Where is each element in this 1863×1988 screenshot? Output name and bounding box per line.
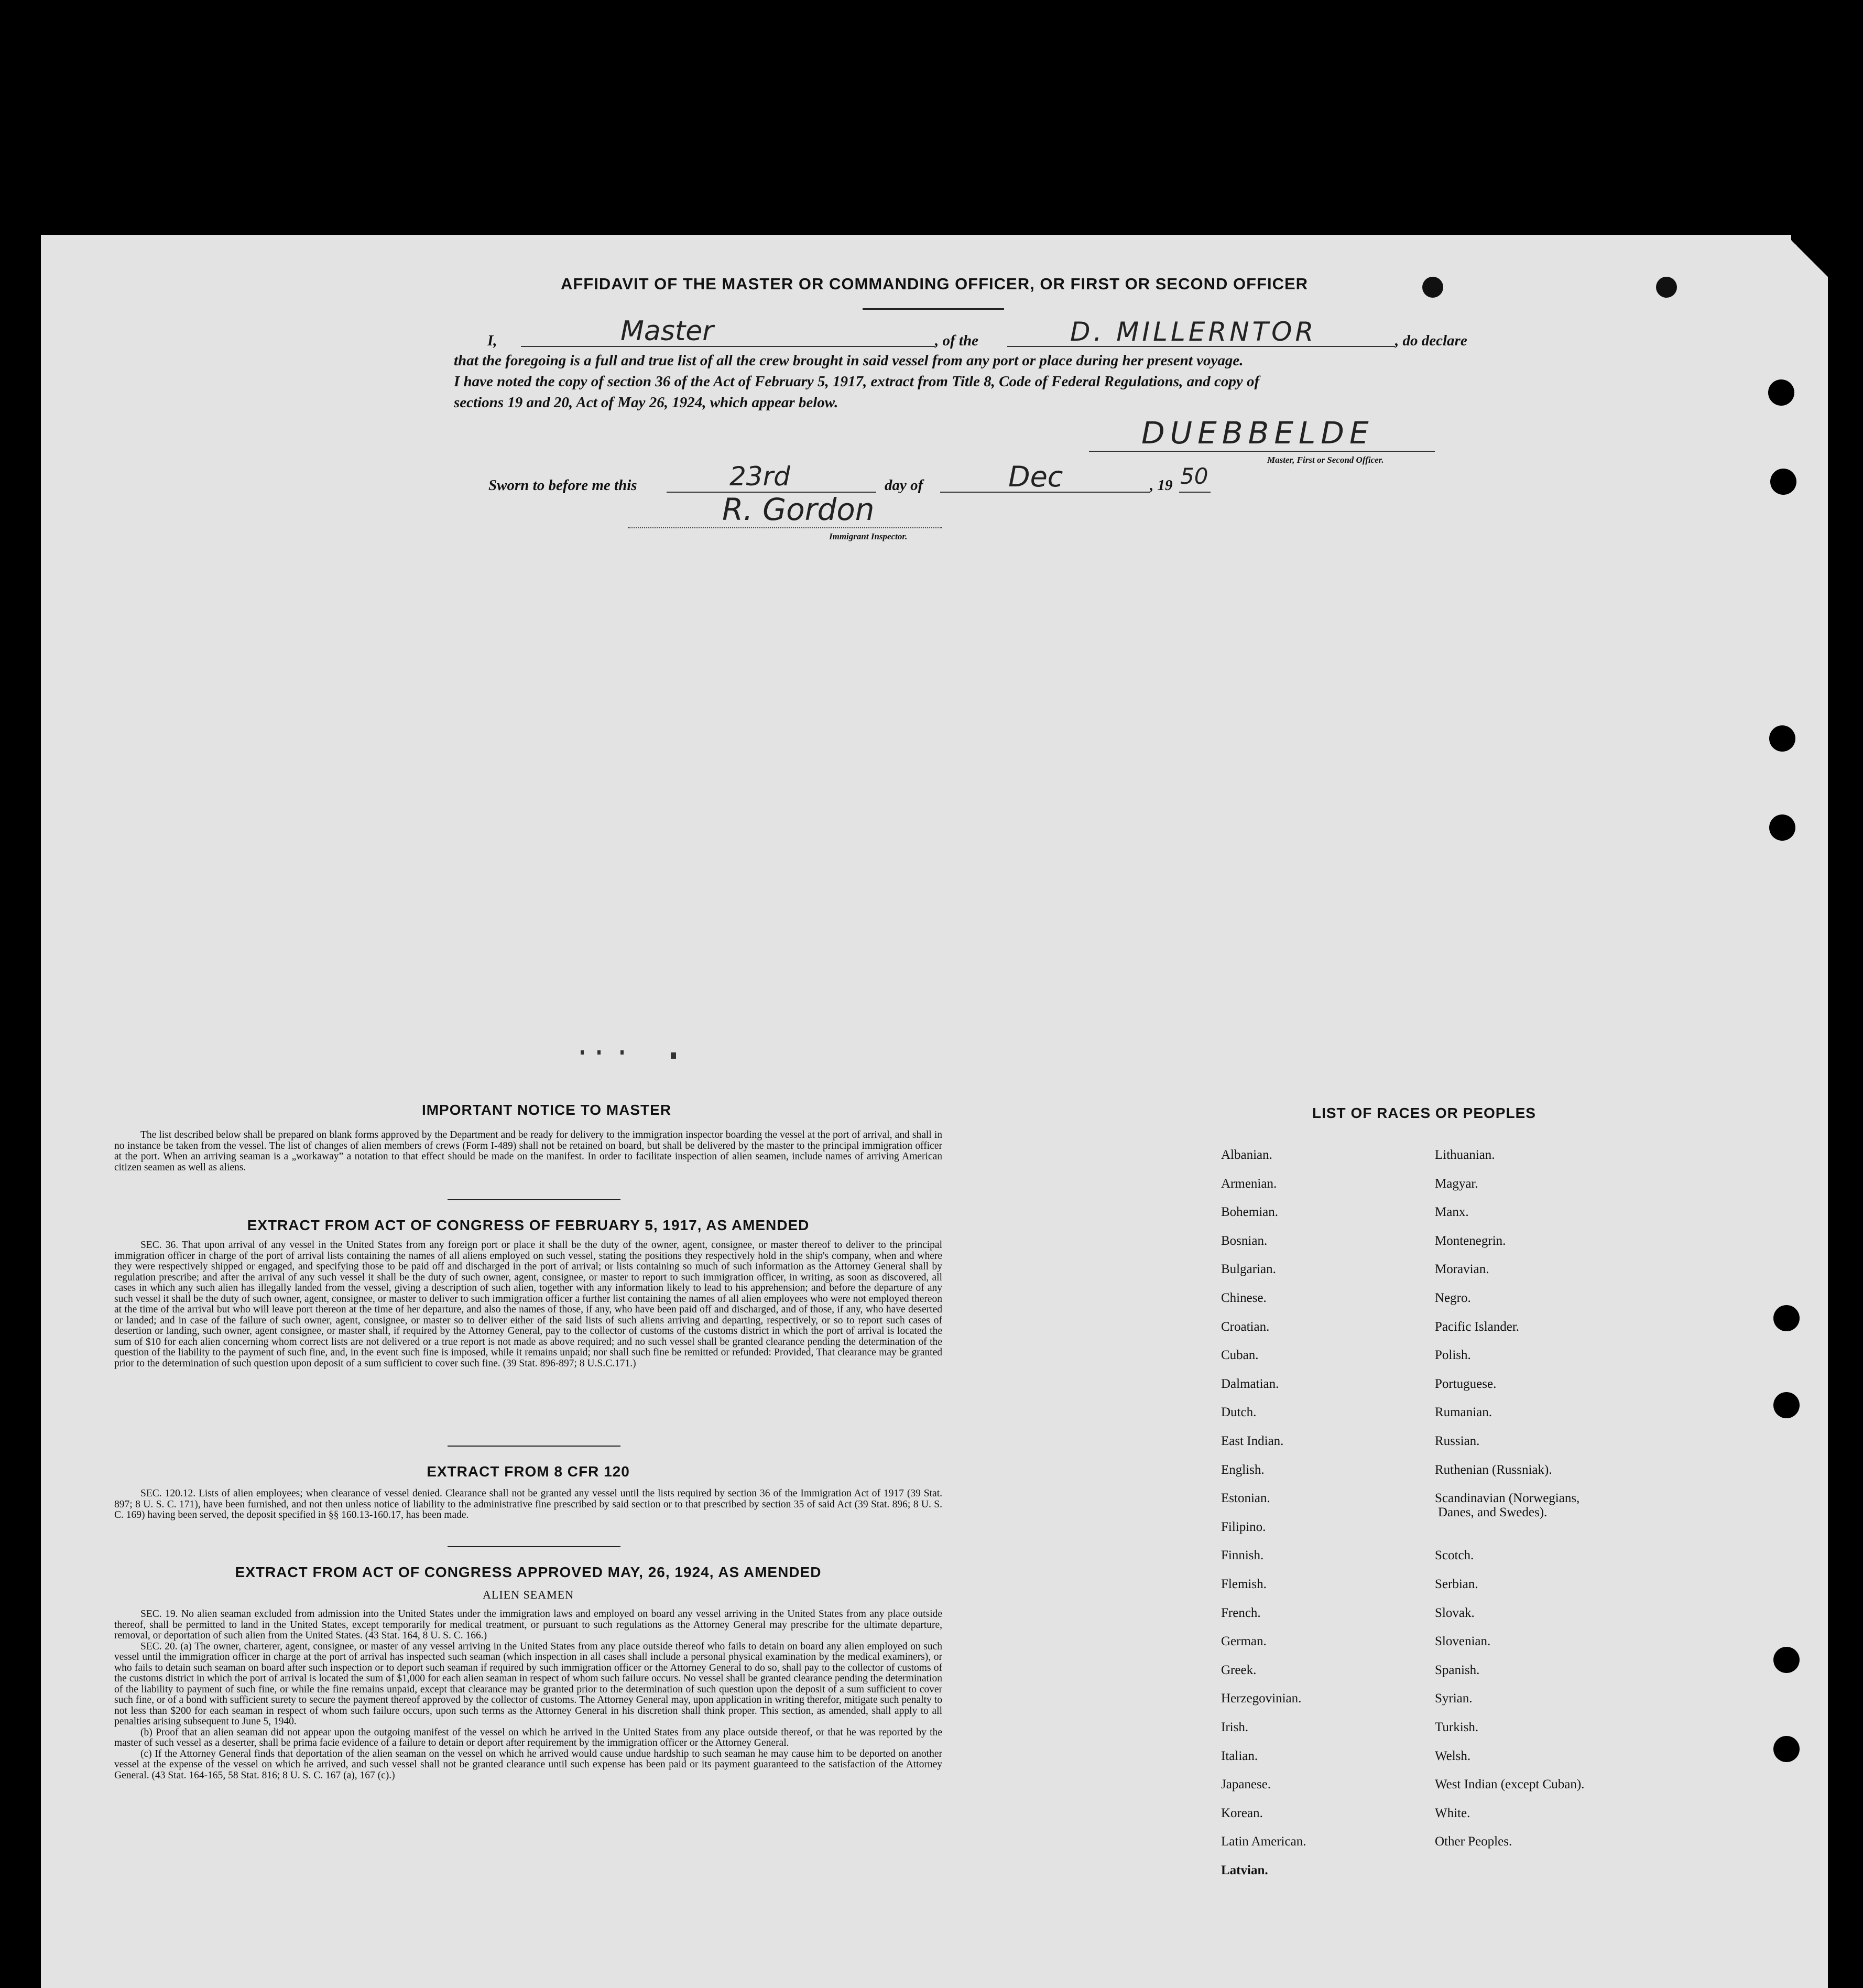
- race-item: Japanese.: [1221, 1777, 1271, 1792]
- race-item: Cuban.: [1221, 1348, 1259, 1363]
- races-title: LIST OF RACES OR PEOPLES: [1312, 1105, 1536, 1121]
- binder-hole: [1769, 814, 1795, 841]
- race-item: Serbian.: [1435, 1577, 1478, 1591]
- race-item: Syrian.: [1435, 1691, 1473, 1706]
- race-item: Rumanian.: [1435, 1405, 1492, 1420]
- vessel-handwritten: D. MILLERNTOR: [1070, 317, 1317, 347]
- race-item: Latin American.: [1221, 1834, 1306, 1849]
- sworn-label: Sworn to before me this: [488, 477, 637, 494]
- extract-1924-text: [114, 1609, 942, 1781]
- sec20a-paragraph: SEC. 20. (a) The owner, charterer, agent, consignee, or master of any vessel arriving in the United States from any place outside thereof who fails to detain on board any alien employed on such vessel until the immigration officer in charge at the port of arrival has inspected such seaman (which inspection in all cases shall include a personal physical examination by the medical examiners), or who fails to detain such seaman on board after such inspection or to deport such seaman if required by such immigration officer or the Attorney General to do so, shall pay to the collector of customs of the customs district in which the port of arrival is located the sum of $1,000 for each alien seaman in respect of whom such failure occurs. No vessel shall be granted clearance pending the determination of the liability to payment of such fine, or while the fine remains unpaid, except that clearance may be granted prior to the determination of such question upon the deposit of a sum sufficient to cover such fine, or of a bond with sufficient surety to secure the payment thereof approved by the collector of customs. The Attorney General may, upon application in writing therefor, mitigate such penalty to not less than $200 for each seaman in respect of whom such failure occurs, upon such terms as the Attorney General in his discretion shall think proper. This section, as amended, shall apply to all penalties arising subsequent to June 5, 1940.: [114, 1641, 942, 1727]
- master-signature: DUEBBELDE: [1141, 415, 1374, 451]
- extract-cfr-paragraph: SEC. 120.12. Lists of alien employees; when clearance of vessel denied. Clearance shall not be granted any vessel until the lists required by section 36 of the Immigration Act of 1917 (39 Stat. 897; 8 U. S. C. 171), have been furnished, and not then unless notice of liability to the administrative fine prescribed by said section or to that prescribed by section 35 of said Act (39 Stat. 896; 8 U. S. C. 169) having been served, the deposit specified in §§ 160.13-160.17, has been made.: [114, 1488, 942, 1520]
- binder-hole: [1769, 725, 1795, 752]
- binder-hole: [1770, 469, 1796, 495]
- race-item: French.: [1221, 1605, 1261, 1620]
- binder-hole: [1656, 277, 1677, 298]
- title-divider: [863, 308, 1004, 310]
- declaration-line1: that the foregoing is a full and true list of all the crew brought in said vessel from any port or place during her present voyage.: [454, 352, 1244, 369]
- stray-mark: [581, 1050, 584, 1055]
- of-the-label: , of the: [935, 332, 978, 349]
- race-item: Finnish.: [1221, 1548, 1264, 1563]
- sworn-month-field: [940, 460, 1150, 493]
- extract-1924-subtitle: ALIEN SEAMEN: [483, 1588, 574, 1601]
- section-divider: [448, 1546, 620, 1547]
- race-item: Armenian.: [1221, 1176, 1277, 1191]
- notice-text: [114, 1130, 942, 1173]
- declaration-line3: sections 19 and 20, Act of May 26, 1924, which appear below.: [454, 394, 838, 411]
- race-item: West Indian (except Cuban).: [1435, 1777, 1585, 1792]
- affidavit-title: AFFIDAVIT OF THE MASTER OR COMMANDING OFFICER, OR FIRST OR SECOND OFFICER: [560, 275, 1309, 293]
- race-item: Portuguese.: [1435, 1376, 1497, 1391]
- race-item: East Indian.: [1221, 1434, 1284, 1448]
- race-item: Bulgarian.: [1221, 1262, 1276, 1277]
- inspector-caption: Immigrant Inspector.: [829, 531, 908, 541]
- sec19-paragraph: SEC. 19. No alien seaman excluded from admission into the United States under the immigration laws and employed on board any vessel arriving in the United States from any place outside thereof, shall be permitted to land in the United States, except temporarily for medical treatment, or pursuant to such regulations as the Attorney General may prescribe for the ultimate departure, removal, or deportation of such alien from the United States. (43 Stat. 164, 8 U. S. C. 166.): [114, 1609, 942, 1641]
- race-item: Flemish.: [1221, 1577, 1267, 1591]
- i-label: I,: [487, 332, 497, 349]
- inspector-signature: R. Gordon: [722, 492, 875, 527]
- race-item: Scandinavian (Norwegians,: [1435, 1491, 1580, 1506]
- notice-title: IMPORTANT NOTICE TO MASTER: [421, 1102, 672, 1118]
- extract-1917-paragraph: SEC. 36. That upon arrival of any vessel in the United States from any foreign port or place it shall be the duty of the owner, agent, consignee, or master thereof to deliver to the principal immigration officer in charge of the port of arrival lists containing the names of all aliens employed on such vessel, stating the positions they respectively hold in the ship's company, when and where they were respectively shipped or engaged, and specifying those to be paid off and discharged in the port of arrival; or lists containing so much of such information as the Attorney General shall by regulation prescribe; and after the arrival of any such vessel it shall be the duty of such owner, agent, consignee, or master to report to such immigration officer, in writing, as soon as discovered, all cases in which any such alien has illegally landed from the vessel, giving a description of such alien, together with any information likely to lead to his apprehension; and before the departure of any such vessel it shall be the duty of such owner, agent, consignee, or master to deliver to such immigration officer a further list containing the names of all alien employees who were not employed thereon at the time of the arrival but who will leave port thereon at the time of her departure, and also the names of those, if any, who have been paid off and discharged, and of those, if any, who have deserted or landed; and in case of the failure of such owner, agent, consignee, or master so to deliver either of the said lists of such aliens arriving and departing, respectively, or so to report such cases of desertion or landing, such owner, agent consignee, or master shall, if required by the Attorney General, pay to the collector of customs of the customs district in which the port of arrival is located the sum of $10 for each alien concerning whom correct lists are not delivered or a true report is not made as above required; and no such vessel shall be granted clearance pending the determination of the question of the liability to the payment of such fine, and, in the event such fine is imposed, while it remains unpaid; nor shall such fine be remitted or refunded: Provided, That clearance may be granted prior to the determination of such question upon deposit of a sum sufficient to cover such fine. (39 Stat. 896-897; 8 U.S.C.171.): [114, 1240, 942, 1369]
- race-item: Montenegrin.: [1435, 1233, 1506, 1248]
- do-declare-label: , do declare: [1395, 332, 1467, 349]
- race-item: Korean.: [1221, 1806, 1263, 1820]
- declaration-line2: I have noted the copy of section 36 of the Act of February 5, 1917, extract from Title 8, Code of Federal Regulations, and copy of: [454, 373, 1260, 390]
- extract-1917-text: [114, 1240, 942, 1369]
- race-item: Bohemian.: [1221, 1205, 1279, 1220]
- race-item: German.: [1221, 1634, 1267, 1649]
- race-item: Turkish.: [1435, 1720, 1479, 1734]
- sec20c-paragraph: (c) If the Attorney General finds that deportation of the alien seaman on the vessel on which he arrived would cause undue hardship to such seaman he may cause him to be deported on another vessel at the expense of the vessel on which he arrived, and such vessel shall not be granted clearance until such expense has been paid or its payment guaranteed to the satisfaction of the Attorney General. (43 Stat. 164-165, 58 Stat. 816; 8 U. S. C. 167 (a), 167 (c).): [114, 1748, 942, 1781]
- race-item: English.: [1221, 1462, 1265, 1477]
- race-item: Bosnian.: [1221, 1233, 1268, 1248]
- race-item: Polish.: [1435, 1348, 1471, 1363]
- year-handwritten: 50: [1180, 463, 1208, 489]
- race-item: Latvian.: [1221, 1863, 1268, 1877]
- document-page: [41, 235, 1828, 1988]
- race-item: Filipino.: [1221, 1519, 1266, 1534]
- race-item: Scotch.: [1435, 1548, 1474, 1563]
- sec20b-paragraph: (b) Proof that an alien seaman did not appear upon the outgoing manifest of the vessel on which he arrived in the United States from any place outside thereof, or that he was reported by the master of such vessel as a deserter, shall be prima facie evidence of a failure to detain or deport after requirement by the immigration officer or the Attorney General.: [114, 1726, 942, 1748]
- day-of-label: day of: [885, 477, 923, 494]
- stray-mark: [597, 1050, 601, 1055]
- binder-hole: [1773, 1305, 1800, 1331]
- name-field: [521, 316, 935, 347]
- race-item: Other Peoples.: [1435, 1834, 1512, 1849]
- extract-cfr-text: [114, 1489, 942, 1521]
- race-item: Slovenian.: [1435, 1634, 1491, 1649]
- race-item: Welsh.: [1435, 1748, 1471, 1763]
- extract-1917-title: EXTRACT FROM ACT OF CONGRESS OF FEBRUARY 5, 1917, AS AMENDED: [247, 1217, 810, 1233]
- extract-1924-title: EXTRACT FROM ACT OF CONGRESS APPROVED MAY, 26, 1924, AS AMENDED: [235, 1564, 822, 1580]
- section-divider: [448, 1446, 620, 1447]
- race-item: Manx.: [1435, 1205, 1469, 1220]
- inspector-signature-line: [628, 527, 942, 528]
- binder-hole: [1773, 1647, 1800, 1673]
- race-item: Irish.: [1221, 1720, 1249, 1734]
- race-item: Italian.: [1221, 1748, 1258, 1763]
- race-item: Moravian.: [1435, 1262, 1489, 1277]
- race-item: Magyar.: [1435, 1176, 1478, 1191]
- race-item: Russian.: [1435, 1434, 1480, 1448]
- race-item: Spanish.: [1435, 1663, 1480, 1677]
- stray-mark: [671, 1052, 676, 1059]
- race-item: Estonian.: [1221, 1491, 1270, 1506]
- year-field: [1179, 463, 1211, 493]
- race-item: Chinese.: [1221, 1291, 1267, 1305]
- year-prefix: , 19: [1150, 477, 1173, 494]
- race-item: Slovak.: [1435, 1605, 1475, 1620]
- race-item: Ruthenian (Russniak).: [1435, 1462, 1552, 1477]
- section-divider: [448, 1199, 620, 1200]
- extract-cfr-title: EXTRACT FROM 8 CFR 120: [427, 1463, 630, 1480]
- race-item: Albanian.: [1221, 1148, 1272, 1162]
- sworn-day: 23rd: [729, 461, 790, 492]
- race-item: White.: [1435, 1806, 1470, 1820]
- sworn-day-field: [667, 461, 876, 493]
- race-item: Croatian.: [1221, 1319, 1270, 1334]
- race-item: Dutch.: [1221, 1405, 1257, 1420]
- name-handwritten: Master: [620, 316, 714, 347]
- binder-hole: [1768, 379, 1794, 406]
- stray-mark: [620, 1050, 624, 1055]
- race-item: Herzegovinian.: [1221, 1691, 1302, 1706]
- master-signature-field: [1089, 415, 1435, 452]
- race-item: Pacific Islander.: [1435, 1319, 1520, 1334]
- vessel-field: [1007, 317, 1395, 347]
- race-item: Greek.: [1221, 1663, 1257, 1677]
- race-item: Danes, and Swedes).: [1438, 1505, 1548, 1520]
- binder-hole: [1773, 1392, 1800, 1418]
- race-item: Lithuanian.: [1435, 1148, 1495, 1162]
- race-item: Negro.: [1435, 1291, 1471, 1305]
- race-item: Dalmatian.: [1221, 1376, 1279, 1391]
- notice-paragraph: The list described below shall be prepared on blank forms approved by the Department and be ready for delivery to the immigration inspector boarding the vessel at the port of arrival, and shall in no instance be taken from the vessel. The list of changes of alien members of crews (Form I-489) shall not be retained on board, but shall be delivered by the master to the principal immigration officer at the port. When an arriving seaman is a „workaway” a notation to that effect should be made on the manifest. In order to facilitate inspection of alien seamen, include names of arriving American citizen seamen as well as aliens.: [114, 1129, 942, 1173]
- master-signature-caption: Master, First or Second Officer.: [1267, 455, 1384, 465]
- binder-hole: [1422, 277, 1443, 298]
- sworn-month: Dec: [1008, 460, 1063, 493]
- binder-hole: [1773, 1736, 1800, 1762]
